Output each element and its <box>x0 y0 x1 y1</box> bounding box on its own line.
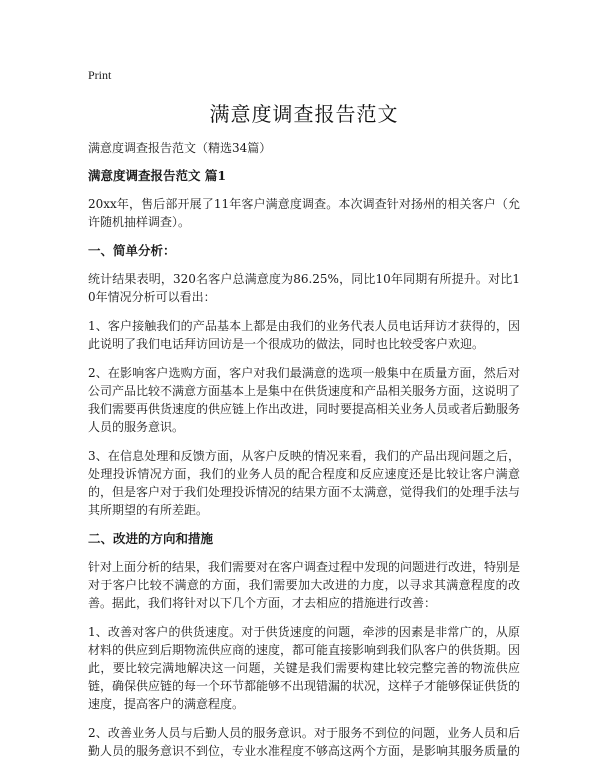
section1-paragraph: 1、客户接触我们的产品基本上都是由我们的业务代表人员电话拜访才获得的，因此说明了我们电话拜访回访是一个很成功的做法，同时也比较受客户欢迎。 <box>88 319 520 351</box>
section2-paragraph: 针对上面分析的结果，我们需要对在客户调查过程中发现的问题进行改进，特别是对于客户比较不满意的方面，我们需要加大改进的力度，以寻求其满意程度的改善。据此，我们将针对以下几个方面，才去相应的措施进行改善： <box>88 560 521 610</box>
section1-heading: 一、简单分析： <box>88 243 176 258</box>
section2-paragraph: 2、改善业务人员与后勤人员的服务意识。对于服务不到位的问题，业务人员和后勤人员的服务意识不到位，专业水准程度不够高这两个方面，是影响其服务质量的 <box>88 726 521 758</box>
intro-paragraph: 20xx年，售后部开展了11年客户满意度调查。本次调查针对扬州的相关客户（允许随机抽样调查）。 <box>88 197 520 229</box>
section1-paragraph: 3、在信息处理和反馈方面，从客户反映的情况来看，我们的产品出现问题之后，处理投诉情况方面，我们的业务人员的配合程度和反应速度还是比较让客户满意的，但是客户对于我们处理投诉情况的结果方面不太满意，觉得我们的处理手法与其所期望的有所差距。 <box>88 449 521 517</box>
document-title: 满意度调查报告范文 <box>209 102 399 126</box>
section1-paragraph: 统计结果表明，320名客户总满意度为86.25%，同比10年同期有所提升。对比10年情况分析可以看出： <box>88 272 520 304</box>
section2-paragraph: 1、改善对客户的供货速度。对于供货速度的问题，牵涉的因素是非常广的，从原材料的供应到后期物流供应商的速度，都可能直接影响到我们队客户的供货期。因此，要比较完满地解决这一问题，关键是我们需要构建比较完整完善的物流供应链，确保供应链的每一个环节都能够不出现错漏的状况，这样子才能够保证供货的速度，提高客户的满意程度。 <box>88 625 521 711</box>
document-page <box>88 66 520 771</box>
article-heading: 满意度调查报告范文 篇1 <box>88 168 227 183</box>
print-link[interactable]: Print <box>88 68 112 82</box>
document-subtitle: 满意度调查报告范文（精选34篇） <box>88 141 272 155</box>
section1-paragraph: 2、在影响客户选购方面，客户对我们最满意的选项一般集中在质量方面，然后对公司产品比较不满意方面基本上是集中在供货速度和产品相关服务方面，这说明了我们需要再供货速度的供应链上作出改进，同时要提高相关业务人员或者后勤服务人员的服务意识。 <box>88 366 521 434</box>
section2-heading: 二、改进的方向和措施 <box>88 531 214 546</box>
